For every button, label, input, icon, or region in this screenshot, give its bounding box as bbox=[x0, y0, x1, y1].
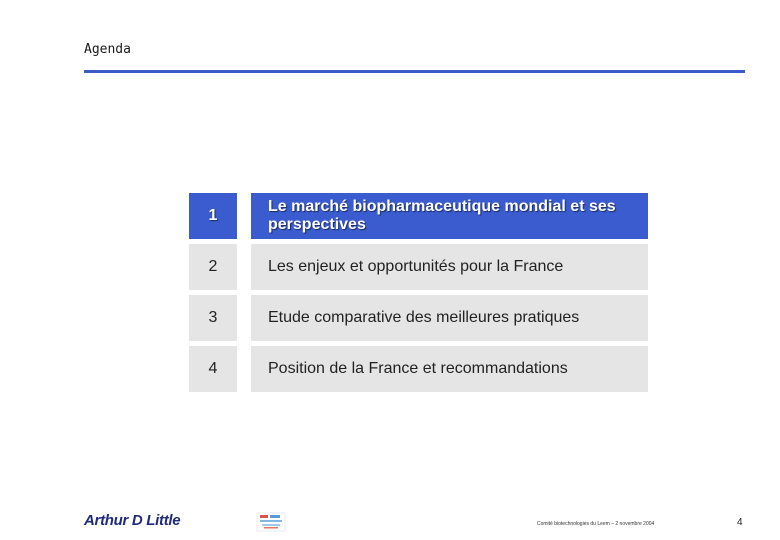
arthur-d-little-logo: Arthur D Little bbox=[84, 512, 181, 529]
leem-logo-icon bbox=[256, 512, 286, 532]
agenda-item-number: 4 bbox=[189, 346, 237, 392]
footer-note: Comité biotechnologies du Leem – 2 novembre 2004 bbox=[537, 521, 655, 527]
page-title: Agenda bbox=[84, 42, 131, 57]
agenda-item-label: Etude comparative des meilleures pratiques bbox=[251, 295, 648, 341]
agenda-item-number: 3 bbox=[189, 295, 237, 341]
agenda-item-number: 1 bbox=[189, 193, 237, 239]
agenda-item-number: 2 bbox=[189, 244, 237, 290]
agenda-item-label: Position de la France et recommandations bbox=[251, 346, 648, 392]
header-divider bbox=[84, 70, 745, 73]
agenda-item-label: Le marché biopharmaceutique mondial et ses perspectives bbox=[251, 193, 648, 239]
page-number: 4 bbox=[737, 517, 743, 528]
agenda-item-label: Les enjeux et opportunités pour la France bbox=[251, 244, 648, 290]
